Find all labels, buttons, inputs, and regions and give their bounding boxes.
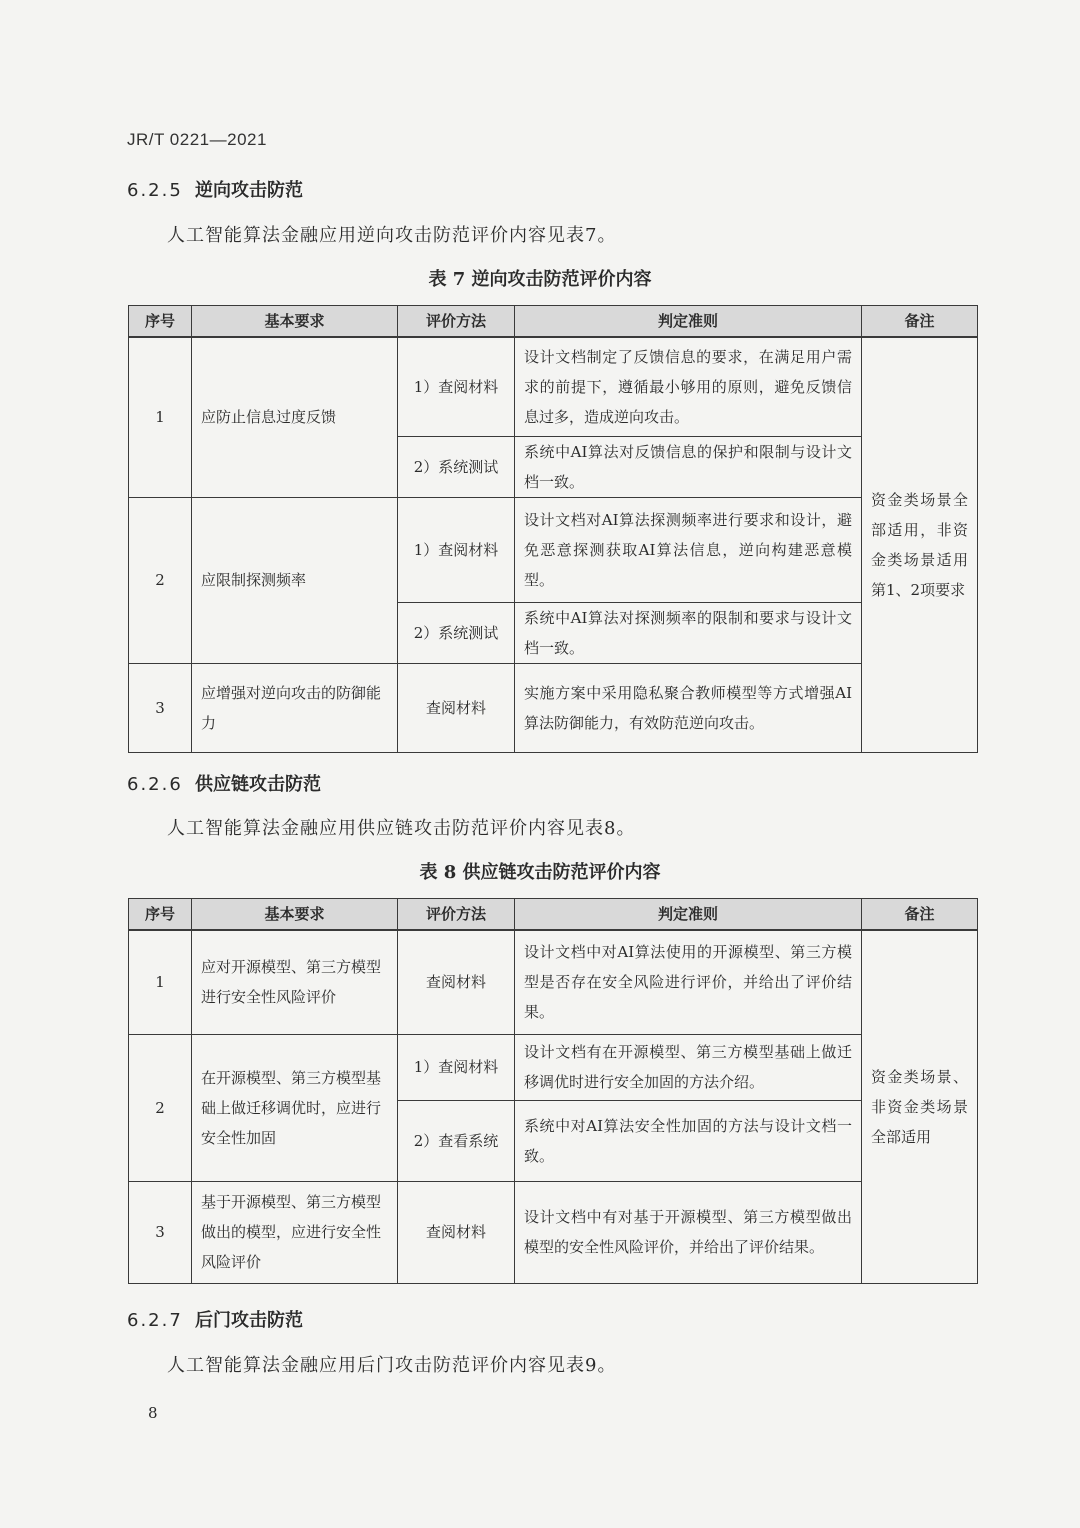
row-number: 1 — [129, 337, 192, 497]
header-cell-requirement: 基本要求 — [192, 306, 398, 338]
row-number: 2 — [129, 1034, 192, 1181]
table-row — [129, 1181, 978, 1283]
criterion-cell: 设计文档有在开源模型、第三方模型基础上做迁移调优时进行安全加固的方法介绍。 — [515, 1034, 862, 1100]
header-cell-remark: 备注 — [862, 306, 978, 338]
section-title: 逆向攻击防范 — [195, 180, 303, 201]
row-number: 3 — [129, 663, 192, 752]
section-intro-paragraph: 人工智能算法金融应用逆向攻击防范评价内容见表7。 — [167, 225, 617, 246]
section-number: 6.2.7 — [127, 1310, 183, 1331]
requirement-cell: 应对开源模型、第三方模型进行安全性风险评价 — [192, 930, 398, 1034]
section-title: 供应链攻击防范 — [195, 774, 321, 795]
method-cell: 2）查看系统 — [398, 1100, 515, 1181]
page-number: 8 — [148, 1404, 158, 1422]
header-cell-requirement: 基本要求 — [192, 899, 398, 931]
method-cell: 查阅材料 — [398, 930, 515, 1034]
method-cell: 查阅材料 — [398, 1181, 515, 1283]
table-7-caption: 表 7 逆向攻击防范评价内容 — [428, 269, 652, 290]
header-cell-no: 序号 — [129, 306, 192, 338]
table-7 — [128, 305, 978, 753]
method-cell: 1）查阅材料 — [398, 497, 515, 602]
table-header-row — [129, 899, 978, 931]
requirement-cell: 应防止信息过度反馈 — [192, 337, 398, 497]
criterion-cell: 设计文档对AI算法探测频率进行要求和设计，避免恶意探测获取AI算法信息，逆向构建恶意模型。 — [515, 497, 862, 602]
table-row — [129, 497, 978, 602]
table-header-row — [129, 306, 978, 338]
section-intro-paragraph: 人工智能算法金融应用后门攻击防范评价内容见表9。 — [167, 1355, 617, 1376]
row-number: 1 — [129, 930, 192, 1034]
criterion-cell: 系统中AI算法对探测频率的限制和要求与设计文档一致。 — [515, 602, 862, 663]
requirement-cell: 在开源模型、第三方模型基础上做迁移调优时，应进行安全性加固 — [192, 1034, 398, 1181]
criterion-cell: 设计文档中对AI算法使用的开源模型、第三方模型是否存在安全风险进行评价，并给出了评价结果。 — [515, 930, 862, 1034]
section-heading-6-2-6 — [127, 770, 321, 796]
section-number: 6.2.6 — [127, 774, 183, 795]
table-row — [129, 930, 978, 1034]
criterion-cell: 系统中AI算法对反馈信息的保护和限制与设计文档一致。 — [515, 436, 862, 497]
table-row — [129, 1034, 978, 1100]
header-cell-no: 序号 — [129, 899, 192, 931]
section-title: 后门攻击防范 — [195, 1310, 303, 1331]
method-cell: 1）查阅材料 — [398, 337, 515, 436]
requirement-cell: 应增强对逆向攻击的防御能力 — [192, 663, 398, 752]
section-number: 6.2.5 — [127, 180, 183, 201]
table-8 — [128, 898, 978, 1284]
header-cell-method: 评价方法 — [398, 899, 515, 931]
remark-cell: 资金类场景、非资金类场景全部适用 — [862, 930, 978, 1283]
table-8-caption: 表 8 供应链攻击防范评价内容 — [419, 862, 661, 883]
table-row — [129, 337, 978, 436]
method-cell: 2）系统测试 — [398, 602, 515, 663]
remark-cell: 资金类场景全部适用，非资金类场景适用第1、2项要求 — [862, 337, 978, 752]
method-cell: 1）查阅材料 — [398, 1034, 515, 1100]
header-cell-criterion: 判定准则 — [515, 899, 862, 931]
row-number: 2 — [129, 497, 192, 663]
header-cell-method: 评价方法 — [398, 306, 515, 338]
header-cell-remark: 备注 — [862, 899, 978, 931]
requirement-cell: 应限制探测频率 — [192, 497, 398, 663]
section-heading-6-2-7 — [127, 1306, 303, 1332]
table-row — [129, 663, 978, 752]
document-id: JR/T 0221—2021 — [127, 130, 267, 149]
requirement-cell: 基于开源模型、第三方模型做出的模型，应进行安全性风险评价 — [192, 1181, 398, 1283]
criterion-cell: 系统中对AI算法安全性加固的方法与设计文档一致。 — [515, 1100, 862, 1181]
method-cell: 2）系统测试 — [398, 436, 515, 497]
header-cell-criterion: 判定准则 — [515, 306, 862, 338]
section-intro-paragraph: 人工智能算法金融应用供应链攻击防范评价内容见表8。 — [167, 818, 636, 839]
method-cell: 查阅材料 — [398, 663, 515, 752]
row-number: 3 — [129, 1181, 192, 1283]
criterion-cell: 设计文档中有对基于开源模型、第三方模型做出模型的安全性风险评价，并给出了评价结果。 — [515, 1181, 862, 1283]
criterion-cell: 实施方案中采用隐私聚合教师模型等方式增强AI算法防御能力，有效防范逆向攻击。 — [515, 663, 862, 752]
section-heading-6-2-5 — [127, 176, 303, 202]
criterion-cell: 设计文档制定了反馈信息的要求，在满足用户需求的前提下，遵循最小够用的原则，避免反馈信息过多，造成逆向攻击。 — [515, 337, 862, 436]
